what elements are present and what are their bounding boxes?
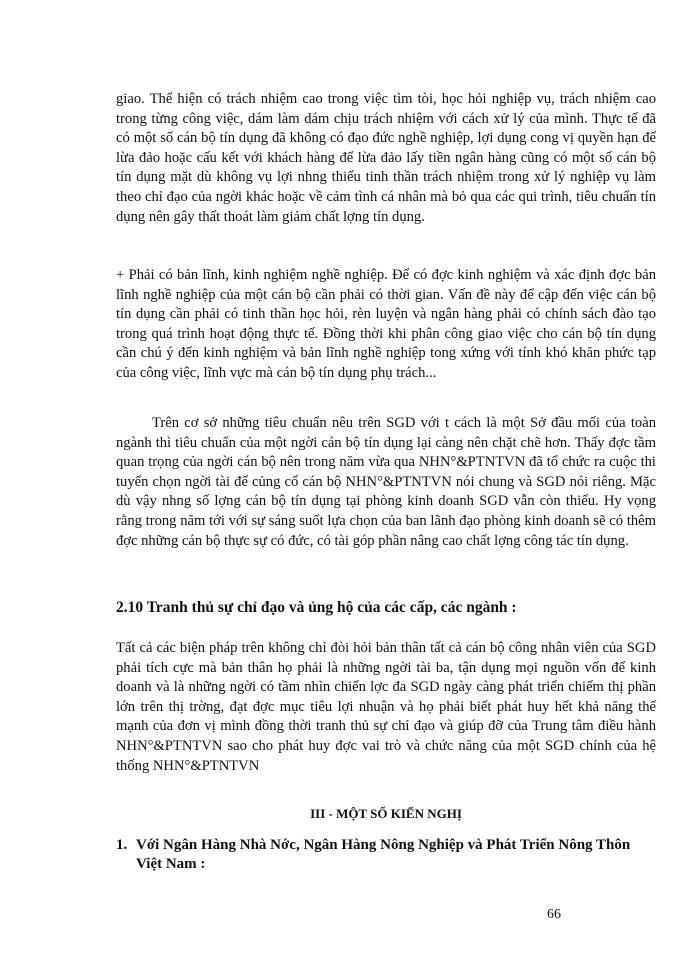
paragraph-4: Tất cả các biện pháp trên không chỉ đòi hỏi bản thân tất cả cán bộ công nhân viên của SGD phải tích cực mà bản thân họ phải là những ngời tài ba, tận dụng mọi nguồn vốn để kinh doanh và là những ngời có tầm nhìn chiến lợc đa SGD ngày càng phát triển chiếm thị phần lớn trên thị trờng, đạt đợc mục tiêu lợi nhuận và họ phải biết phát huy hết khả năng thế mạnh của đơn vị mình đồng thời tranh thủ sự chỉ đạo và giúp đỡ của Trung tâm điều hành NHN°&PTNTVN sao cho phát huy đợc vai trò và chức năng của một SGD chính của hệ thống NHN°&PTNTVN bbox=[116, 640, 656, 774]
page-number: 66 bbox=[547, 907, 561, 922]
paragraph-2: + Phải có bản lĩnh, kinh nghiệm nghề nghiệp. Để có đợc kinh nghiệm và xác định đợc bản lĩnh nghề nghiệp của một cán bộ cần phải có thời gian. Vấn đề này để cập đến việc cán bộ tín dụng cần phải có tinh thần học hỏi, rèn luyện và ngân hàng phải có chính sách đào tạo trong quá trình hoạt động thực tế. Đồng thời khi phân công giao việc cho cán bộ tín dụng cần chú ý đến kinh nghiệm và bản lĩnh nghề nghiệp tong xứng với tính khó khăn phức tạp của công việc, lĩnh vực mà cán bộ tín dụng phụ trách... bbox=[116, 267, 656, 381]
section-heading-2-10: 2.10 Tranh thủ sự chỉ đạo và ủng hộ của các cấp, các ngành : bbox=[116, 599, 517, 616]
paragraph-1: giao. Thể hiện có trách nhiệm cao trong việc tìm tòi, học hỏi nghiệp vụ, trách nhiệm cao trong từng công việc, dám làm dám chịu trách nhiệm với cách xử lý của mình. Thực tế đã có một số cán bộ tín dụng đã không có đạo đức nghề nghiệp, lợi dụng cong vị quyền hạn để lừa đảo hoặc cấu kết với khách hàng để lừa đảo lấy tiền ngân hàng cũng có một số cán bộ tín dụng mặt dù không vụ lợi nhng thiếu tinh thần trách nhiệm trong xử lý nghiệp vụ làm theo chỉ đạo của ngời khác hoặc về cảm tình cá nhân mà bỏ qua các qui trình, tiêu chuẩn tín dụng nên gây thất thoát làm giảm chất lợng tín dụng. bbox=[116, 91, 656, 225]
section-heading-iii: III - MỘT SỐ KIẾN NGHỊ bbox=[310, 806, 462, 821]
paragraph-3: Trên cơ sở những tiêu chuẩn nêu trên SGD với t cách là một Sở đầu mối của toàn ngành thì tiêu chuẩn của một ngời cán bộ tín dụng lại càng nên chặt chẽ hơn. Thấy đợc tầm quan trọng của ngời cán bộ nên trong năm vừa qua NHN°&PTNTVN đã tổ chức ra cuộc thi tuyển chọn ngời tài để củng cố cán bộ NHN°&PTNTVN nói chung và SGD nói riêng. Mặc dù vậy nhng số lợng cán bộ tín dụng tại phòng kinh doanh SGD vẫn còn thiếu. Hy vọng rằng trong năm tới với sự sáng suốt lựa chọn của ban lãnh đạo phòng kinh doanh sẽ có thêm đợc những cán bộ thực sự có đức, có tài góp phần nâng cao chất lợng công tác tín dụng. bbox=[116, 415, 656, 549]
recommendation-item-1 bbox=[116, 836, 656, 874]
item-number: 1. bbox=[116, 837, 128, 853]
item-text: Với Ngân Hàng Nhà Nớc, Ngân Hàng Nông Nghiệp và Phát Triển Nông Thôn Việt Nam : bbox=[136, 837, 631, 872]
